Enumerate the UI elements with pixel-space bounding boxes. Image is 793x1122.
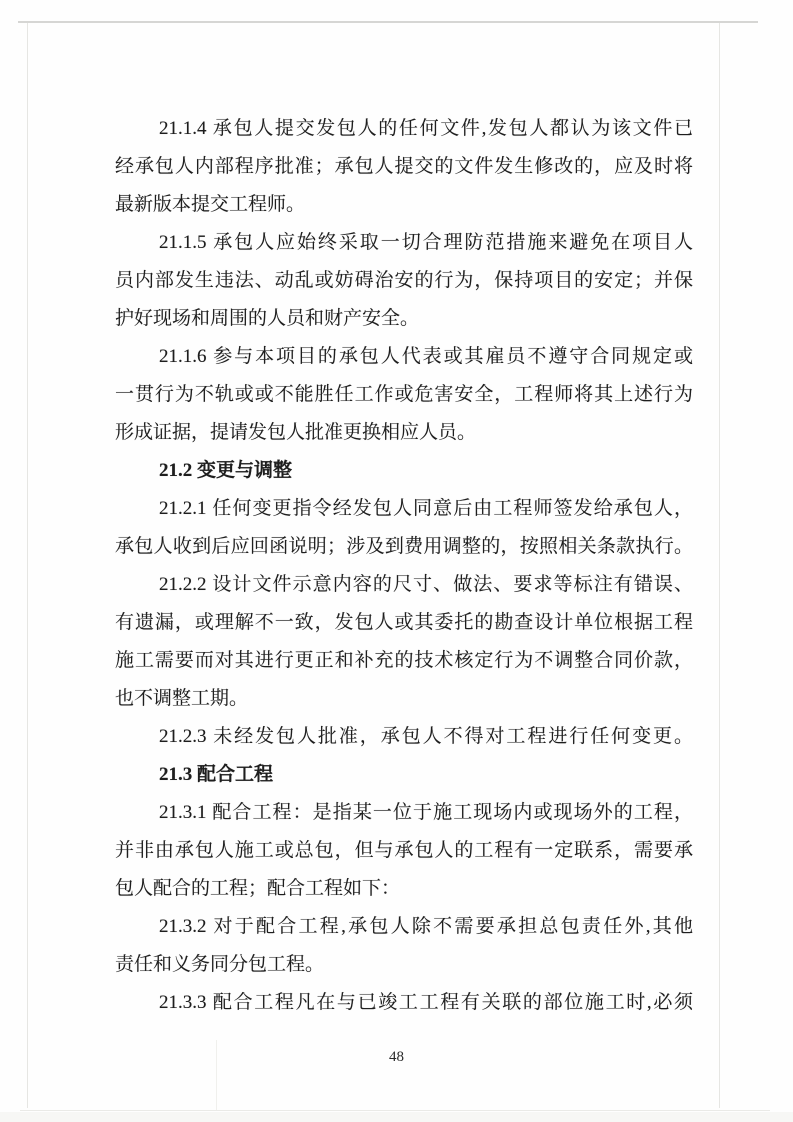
text-line: 21.1.5 承包人应始终采取一切合理防范措施来避免在项目人 [159, 232, 693, 253]
text-line: 21.2.1 任何变更指令经发包人同意后由工程师签发给承包人， [159, 498, 693, 519]
text-line: 包人配合的工程；配合工程如下： [115, 878, 401, 899]
text-line: 21.3.3 配合工程凡在与已竣工工程有关联的部位施工时,必须 [159, 992, 693, 1013]
text-line: 有遗漏，或理解不一致，发包人或其委托的勘查设计单位根据工程 [115, 612, 693, 633]
text-line: 21.2.3 未经发包人批准，承包人不得对工程进行任何变更。 [159, 726, 693, 747]
scan-bottom-strip [0, 1112, 793, 1122]
text-line: 最新版本提交工程师。 [115, 194, 306, 215]
text-line: 21.3.2 对于配合工程,承包人除不需要承担总包责任外,其他 [159, 916, 693, 937]
text-block [115, 110, 693, 1022]
text-line: 21.2.2 设计文件示意内容的尺寸、做法、要求等标注有错误、 [159, 574, 693, 595]
text-line: 也不调整工期。 [115, 688, 249, 709]
text-line: 21.1.4 承包人提交发包人的任何文件,发包人都认为该文件已 [159, 118, 693, 139]
section-heading: 21.2 变更与调整 [159, 460, 293, 481]
scan-edge-top [18, 21, 758, 23]
text-line: 责任和义务同分包工程。 [115, 954, 325, 975]
scan-edge-left [27, 23, 28, 1108]
text-line: 一贯行为不轨或或不能胜任工作或危害安全，工程师将其上述行为 [115, 384, 693, 405]
text-line: 经承包人内部程序批准；承包人提交的文件发生修改的，应及时将 [115, 156, 693, 177]
text-line: 施工需要而对其进行更正和补充的技术核定行为不调整合同价款， [115, 650, 693, 671]
text-line: 21.1.6 参与本项目的承包人代表或其雇员不遵守合同规定或 [159, 346, 693, 367]
text-line: 形成证据，提请发包人批准更换相应人员。 [115, 422, 477, 443]
page-number: 48 [389, 1049, 404, 1065]
text-line: 21.3.1 配合工程：是指某一位于施工现场内或现场外的工程， [159, 802, 693, 823]
section-heading: 21.3 配合工程 [159, 764, 274, 785]
text-line: 并非由承包人施工或总包，但与承包人的工程有一定联系，需要承 [115, 840, 693, 861]
text-line: 承包人收到后应回函说明；涉及到费用调整的，按照相关条款执行。 [115, 536, 693, 557]
scan-edge-bottom [20, 1110, 770, 1111]
scan-edge-right [719, 23, 720, 1108]
text-line: 护好现场和周围的人员和财产安全。 [115, 308, 420, 329]
text-line: 员内部发生违法、动乱或妨碍治安的行为，保持项目的安定；并保 [115, 270, 693, 291]
